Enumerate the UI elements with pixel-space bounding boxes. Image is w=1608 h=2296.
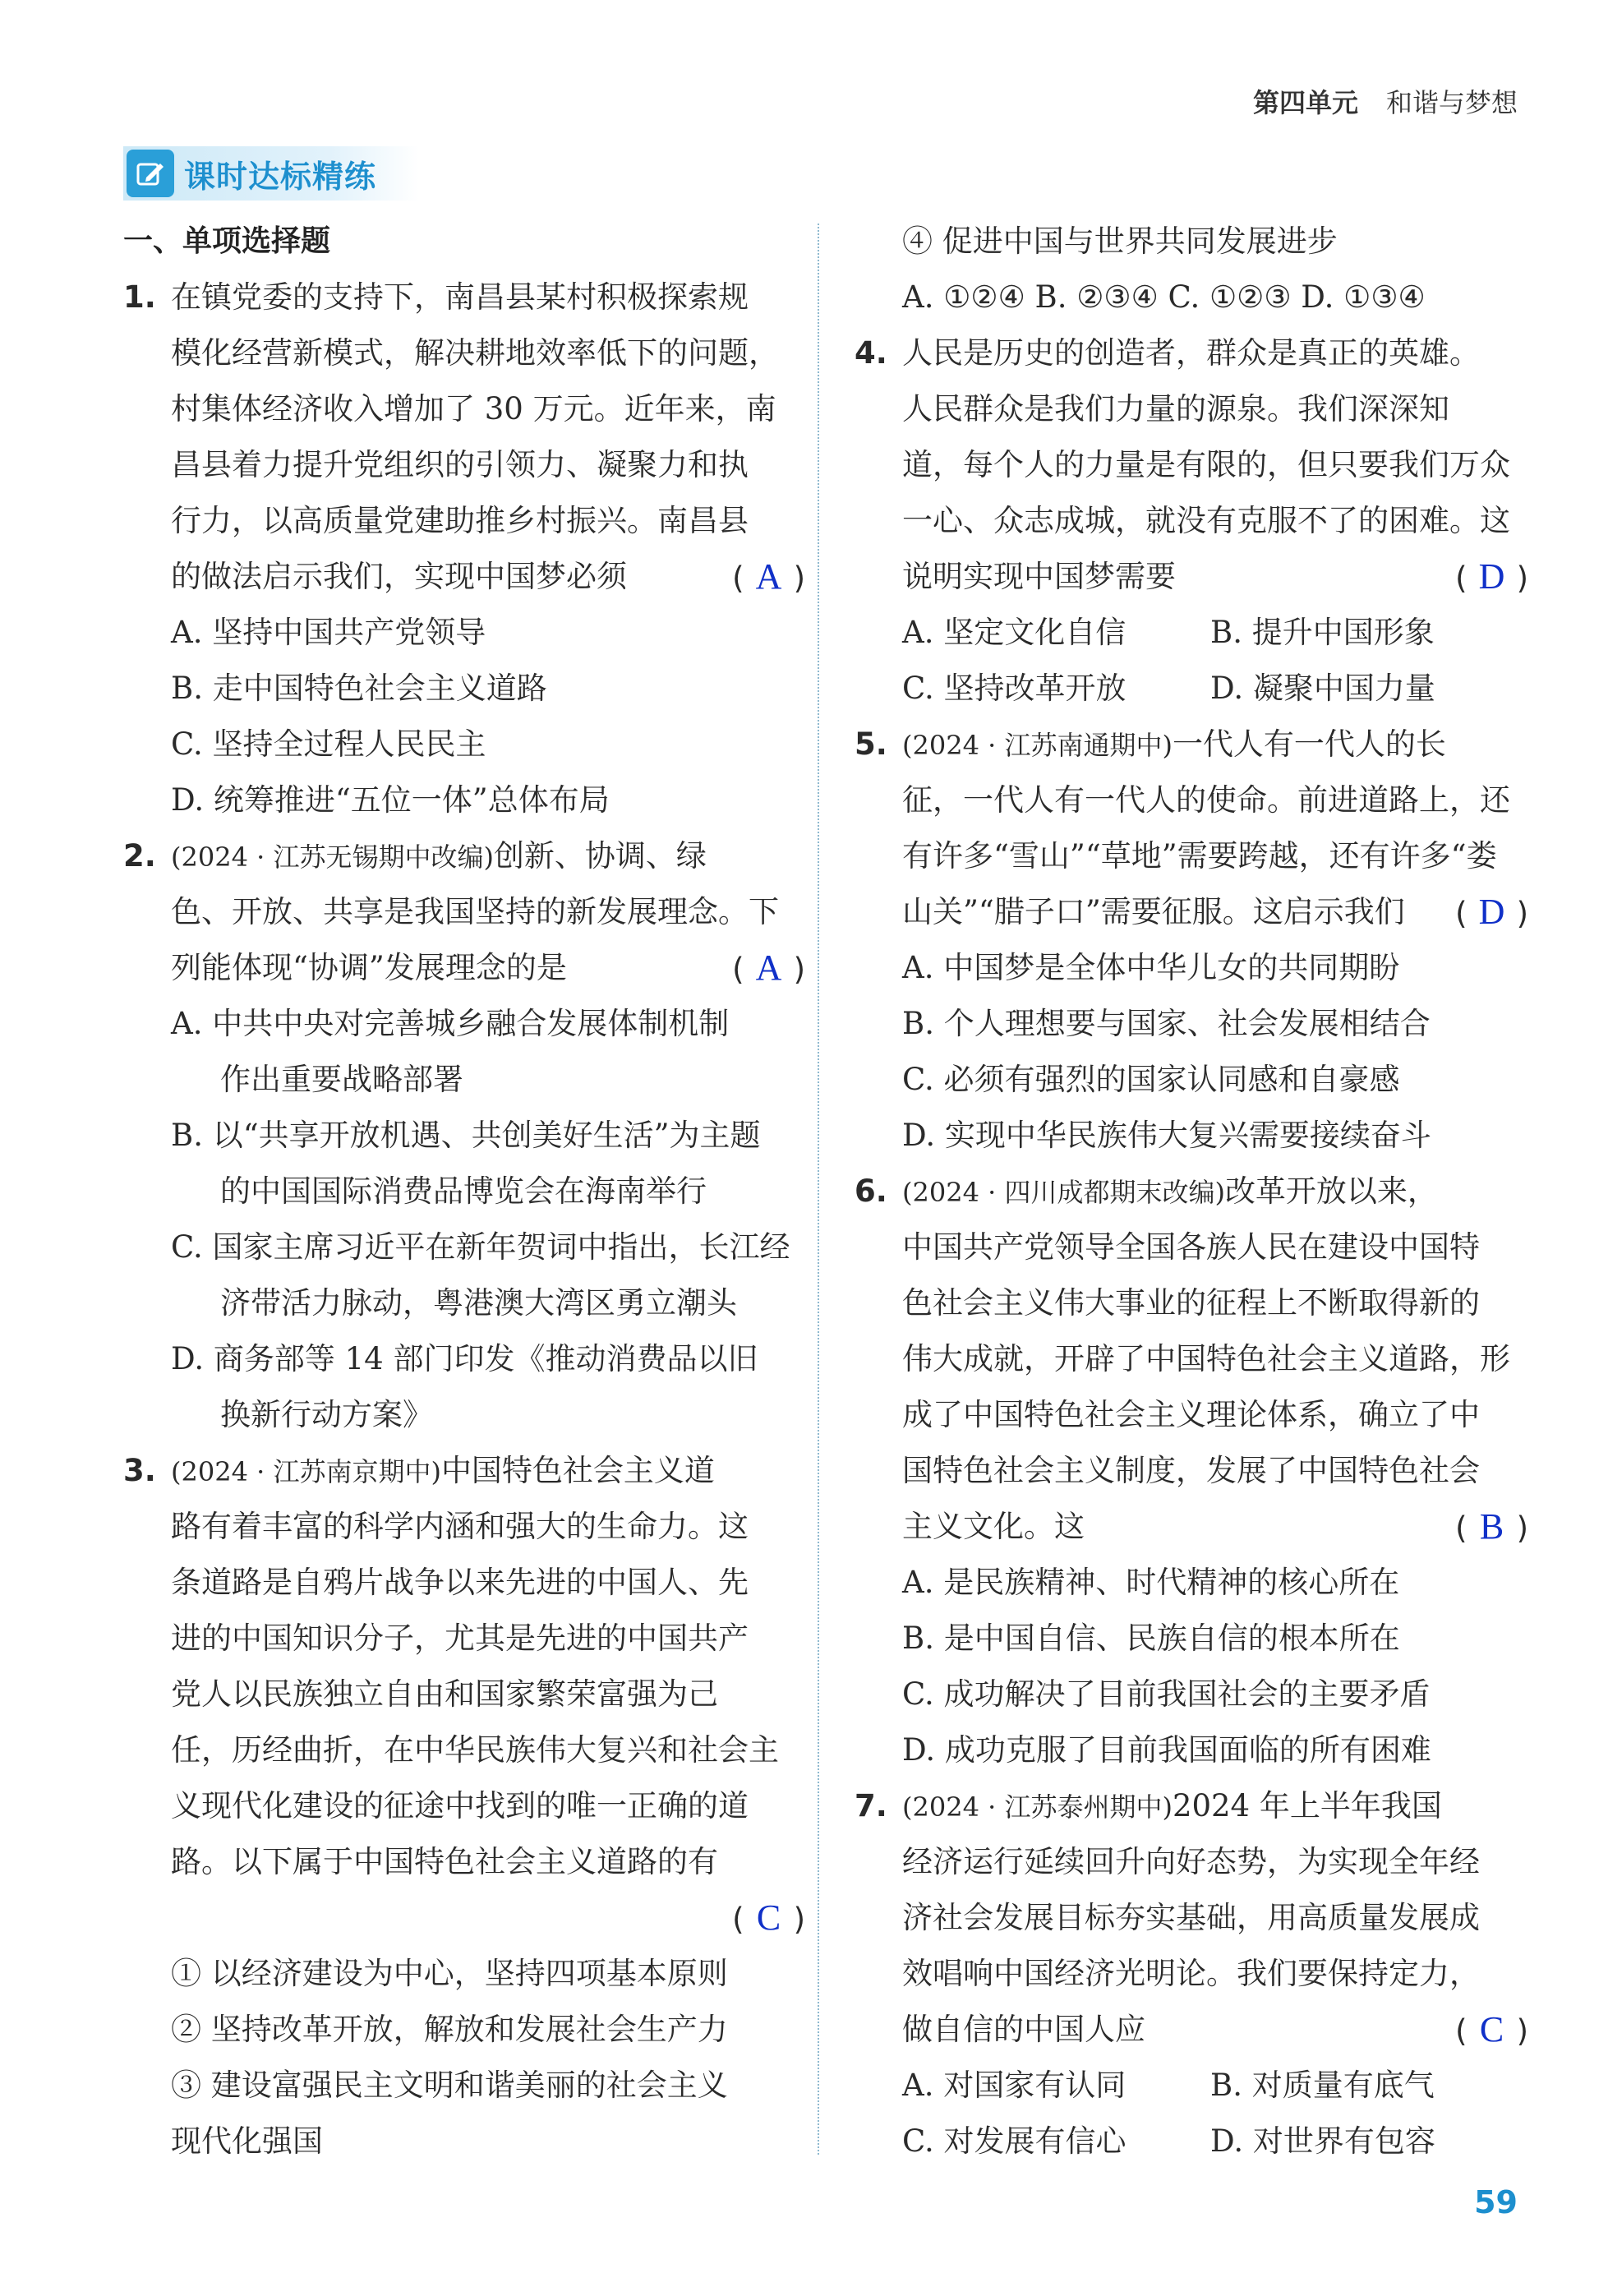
question-text: 改革开放以来， <box>1224 1173 1438 1209</box>
option-c: C. 坚持改革开放 <box>902 671 1127 706</box>
option-row <box>855 2058 1528 2114</box>
question-number: 1. <box>123 279 156 315</box>
question-text: 效唱响中国经济光明论。我们要保持定力， <box>902 1956 1480 1991</box>
question-source: (2024 · 江苏南通期中) <box>902 730 1173 761</box>
question-text: 一代人有一代人的长 <box>1172 726 1446 762</box>
answer-bracket: ( C ) <box>732 1890 805 1948</box>
answer-value: B <box>1479 1506 1504 1547</box>
question-source: (2024 · 四川成都期末改编) <box>902 1177 1225 1208</box>
option-d: D. 商务部等 14 部门印发《推动消费品以旧 <box>171 1341 758 1376</box>
question-text: 2024 年上半年我国 <box>1172 1788 1442 1823</box>
option-b-cont: 的中国国际消费品博览会在海南举行 <box>220 1173 707 1209</box>
question-text: 进的中国知识分子，尤其是先进的中国共产 <box>171 1621 749 1656</box>
question-text: 路有着丰富的科学内涵和强大的生命力。这 <box>171 1509 749 1544</box>
option-c: C. 成功解决了目前我国社会的主要矛盾 <box>902 1676 1431 1712</box>
option-d: D. 实现中华民族伟大复兴需要接续奋斗 <box>902 1118 1431 1153</box>
question-5 <box>855 717 1528 1164</box>
option-a: A. 对国家有认同 <box>902 2068 1127 2103</box>
option-d: D. 统筹推进“五位一体”总体布局 <box>171 782 610 818</box>
question-number: 3. <box>123 1453 156 1488</box>
question-number: 6. <box>855 1173 887 1209</box>
question-text: 人民群众是我们力量的源泉。我们深深知 <box>902 391 1449 426</box>
question-text: 道，每个人的力量是有限的，但只要我们万众 <box>902 447 1510 482</box>
question-number: 2. <box>123 838 156 874</box>
answer-value: C <box>1479 2009 1504 2049</box>
question-text: 的做法启示我们，实现中国梦必须 <box>171 559 627 594</box>
question-text: 济社会发展目标夯实基础，用高质量发展成 <box>902 1900 1480 1935</box>
question-text: 说明实现中国梦需要 <box>902 559 1176 594</box>
statement-3: ③ 建设富强民主文明和谐美丽的社会主义 <box>171 2068 728 2103</box>
option-a: A. 中共中央对完善城乡融合发展体制机制 <box>171 1006 730 1041</box>
statement-1: ① 以经济建设为中心，坚持四项基本原则 <box>171 1956 728 1991</box>
option-a-cont: 作出重要战略部署 <box>220 1062 463 1097</box>
option-b: B. 个人理想要与国家、社会发展相结合 <box>902 1006 1431 1041</box>
question-1 <box>123 270 805 828</box>
option-row <box>855 2114 1528 2169</box>
option-d: D. 凝聚中国力量 <box>1210 671 1435 706</box>
option-c: C. 坚持全过程人民民主 <box>171 726 486 762</box>
question-text: 人民是历史的创造者，群众是真正的英雄。 <box>902 335 1480 371</box>
option-b: B. 以“共享开放机遇、共创美好生活”为主题 <box>171 1118 761 1153</box>
section-badge <box>123 146 419 201</box>
answer-bracket: ( C ) <box>1455 2002 1528 2059</box>
option-row <box>855 661 1528 717</box>
statement-2: ② 坚持改革开放，解放和发展社会生产力 <box>171 2012 728 2047</box>
column-divider <box>818 224 819 2155</box>
question-source: (2024 · 江苏泰州期中) <box>902 1791 1173 1823</box>
option-a: A. 坚定文化自信 <box>902 615 1127 650</box>
question-text: 昌县着力提升党组织的引领力、凝聚力和执 <box>171 447 749 482</box>
option-c: C. 对发展有信心 <box>902 2123 1127 2159</box>
right-column <box>855 214 1528 2169</box>
question-text: 模化经营新模式，解决耕地效率低下的问题， <box>171 335 779 371</box>
question-text: 成了中国特色社会主义理论体系，确立了中 <box>902 1397 1480 1432</box>
answer-bracket: ( A ) <box>732 549 805 606</box>
question-4 <box>855 325 1528 717</box>
option-a: A. 是民族精神、时代精神的核心所在 <box>902 1565 1400 1600</box>
question-text: 中国特色社会主义道 <box>440 1453 715 1488</box>
answer-value: D <box>1478 892 1505 932</box>
question-text: 任，历经曲折，在中华民族伟大复兴和社会主 <box>171 1732 779 1768</box>
answer-value: A <box>755 556 782 597</box>
question-text: 山关”“腊子口”需要征服。这启示我们 <box>902 894 1405 929</box>
question-text: 征，一代人有一代人的使命。前进道路上，还 <box>902 782 1510 818</box>
left-column <box>123 214 805 2169</box>
question-text: 义现代化建设的征途中找到的唯一正确的道 <box>171 1788 749 1823</box>
question-text: 伟大成就，开辟了中国特色社会主义道路，形 <box>902 1341 1510 1376</box>
question-text: 一心、众志成城，就没有克服不了的困难。这 <box>902 503 1510 538</box>
page-header <box>1253 82 1518 120</box>
question-text: 列能体现“协调”发展理念的是 <box>171 950 567 985</box>
question-text: 主义文化。这 <box>902 1509 1085 1544</box>
question-number: 7. <box>855 1788 887 1823</box>
option-c-cont: 济带活力脉动，粤港澳大湾区勇立潮头 <box>220 1285 737 1321</box>
question-6 <box>855 1164 1528 1778</box>
question-text: 村集体经济收入增加了 30 万元。近年来，南 <box>171 391 776 426</box>
question-text: 色、开放、共享是我国坚持的新发展理念。下 <box>171 894 779 929</box>
answer-bracket: ( D ) <box>1455 549 1528 606</box>
question-source: (2024 · 江苏无锡期中改编) <box>171 841 494 873</box>
question-text: 做自信的中国人应 <box>902 2012 1145 2047</box>
question-text: 路。以下属于中国特色社会主义道路的有 <box>171 1844 718 1879</box>
page-number: 59 <box>1474 2184 1518 2220</box>
option-c: C. 国家主席习近平在新年贺词中指出，长江经 <box>171 1229 790 1265</box>
question-text: 条道路是自鸦片战争以来先进的中国人、先 <box>171 1565 749 1600</box>
option-d: D. 成功克服了目前我国面临的所有困难 <box>902 1732 1431 1768</box>
option-a: A. 中国梦是全体中华儿女的共同期盼 <box>902 950 1400 985</box>
question-text: 色社会主义伟大事业的征程上不断取得新的 <box>902 1285 1480 1321</box>
question-number: 5. <box>855 726 887 762</box>
question-text: 行力，以高质量党建助推乡村振兴。南昌县 <box>171 503 749 538</box>
statement-4: ④ 促进中国与世界共同发展进步 <box>902 224 1338 259</box>
unit-title: 第四单元 <box>1252 87 1358 118</box>
question-text: 国特色社会主义制度，发展了中国特色社会 <box>902 1453 1480 1488</box>
badge-title: 课时达标精练 <box>184 158 377 195</box>
option-c: C. 必须有强烈的国家认同感和自豪感 <box>902 1062 1400 1097</box>
option-b: B. 是中国自信、民族自信的根本所在 <box>902 1621 1400 1656</box>
section-heading: 一、单项选择题 <box>123 224 331 258</box>
pencil-square-icon <box>127 150 174 197</box>
answer-bracket: ( B ) <box>1455 1499 1528 1556</box>
option-a: A. 坚持中国共产党领导 <box>171 615 486 650</box>
option-b: B. 对质量有底气 <box>1210 2068 1435 2103</box>
option-d: D. 对世界有包容 <box>1210 2123 1435 2159</box>
unit-subtitle: 和谐与梦想 <box>1385 87 1518 118</box>
question-text: 中国共产党领导全国各族人民在建设中国特 <box>902 1229 1480 1265</box>
statement-3-cont: 现代化强国 <box>171 2123 323 2159</box>
question-text: 创新、协调、绿 <box>493 838 707 874</box>
choice-combinations: A. ①②④ B. ②③④ C. ①②③ D. ①③④ <box>902 279 1426 315</box>
question-3 <box>123 1443 805 2169</box>
option-row <box>855 605 1528 661</box>
question-number: 4. <box>855 335 887 371</box>
question-2 <box>123 828 805 1443</box>
question-source: (2024 · 江苏南京期中) <box>171 1456 441 1487</box>
question-text: 有许多“雪山”“草地”需要跨越，还有许多“娄 <box>902 838 1497 874</box>
option-d-cont: 换新行动方案》 <box>220 1397 433 1432</box>
answer-bracket: ( A ) <box>732 940 805 998</box>
question-text: 党人以民族独立自由和国家繁荣富强为己 <box>171 1676 718 1712</box>
question-7 <box>855 1778 1528 2169</box>
option-b: B. 提升中国形象 <box>1210 615 1435 650</box>
answer-bracket: ( D ) <box>1455 884 1528 942</box>
question-text: 经济运行延续回升向好态势，为实现全年经 <box>902 1844 1480 1879</box>
answer-value: D <box>1478 556 1505 597</box>
question-text: 在镇党委的支持下，南昌县某村积极探索规 <box>171 279 749 315</box>
answer-value: A <box>755 947 782 988</box>
option-b: B. 走中国特色社会主义道路 <box>171 671 547 706</box>
answer-value: C <box>756 1897 781 1938</box>
